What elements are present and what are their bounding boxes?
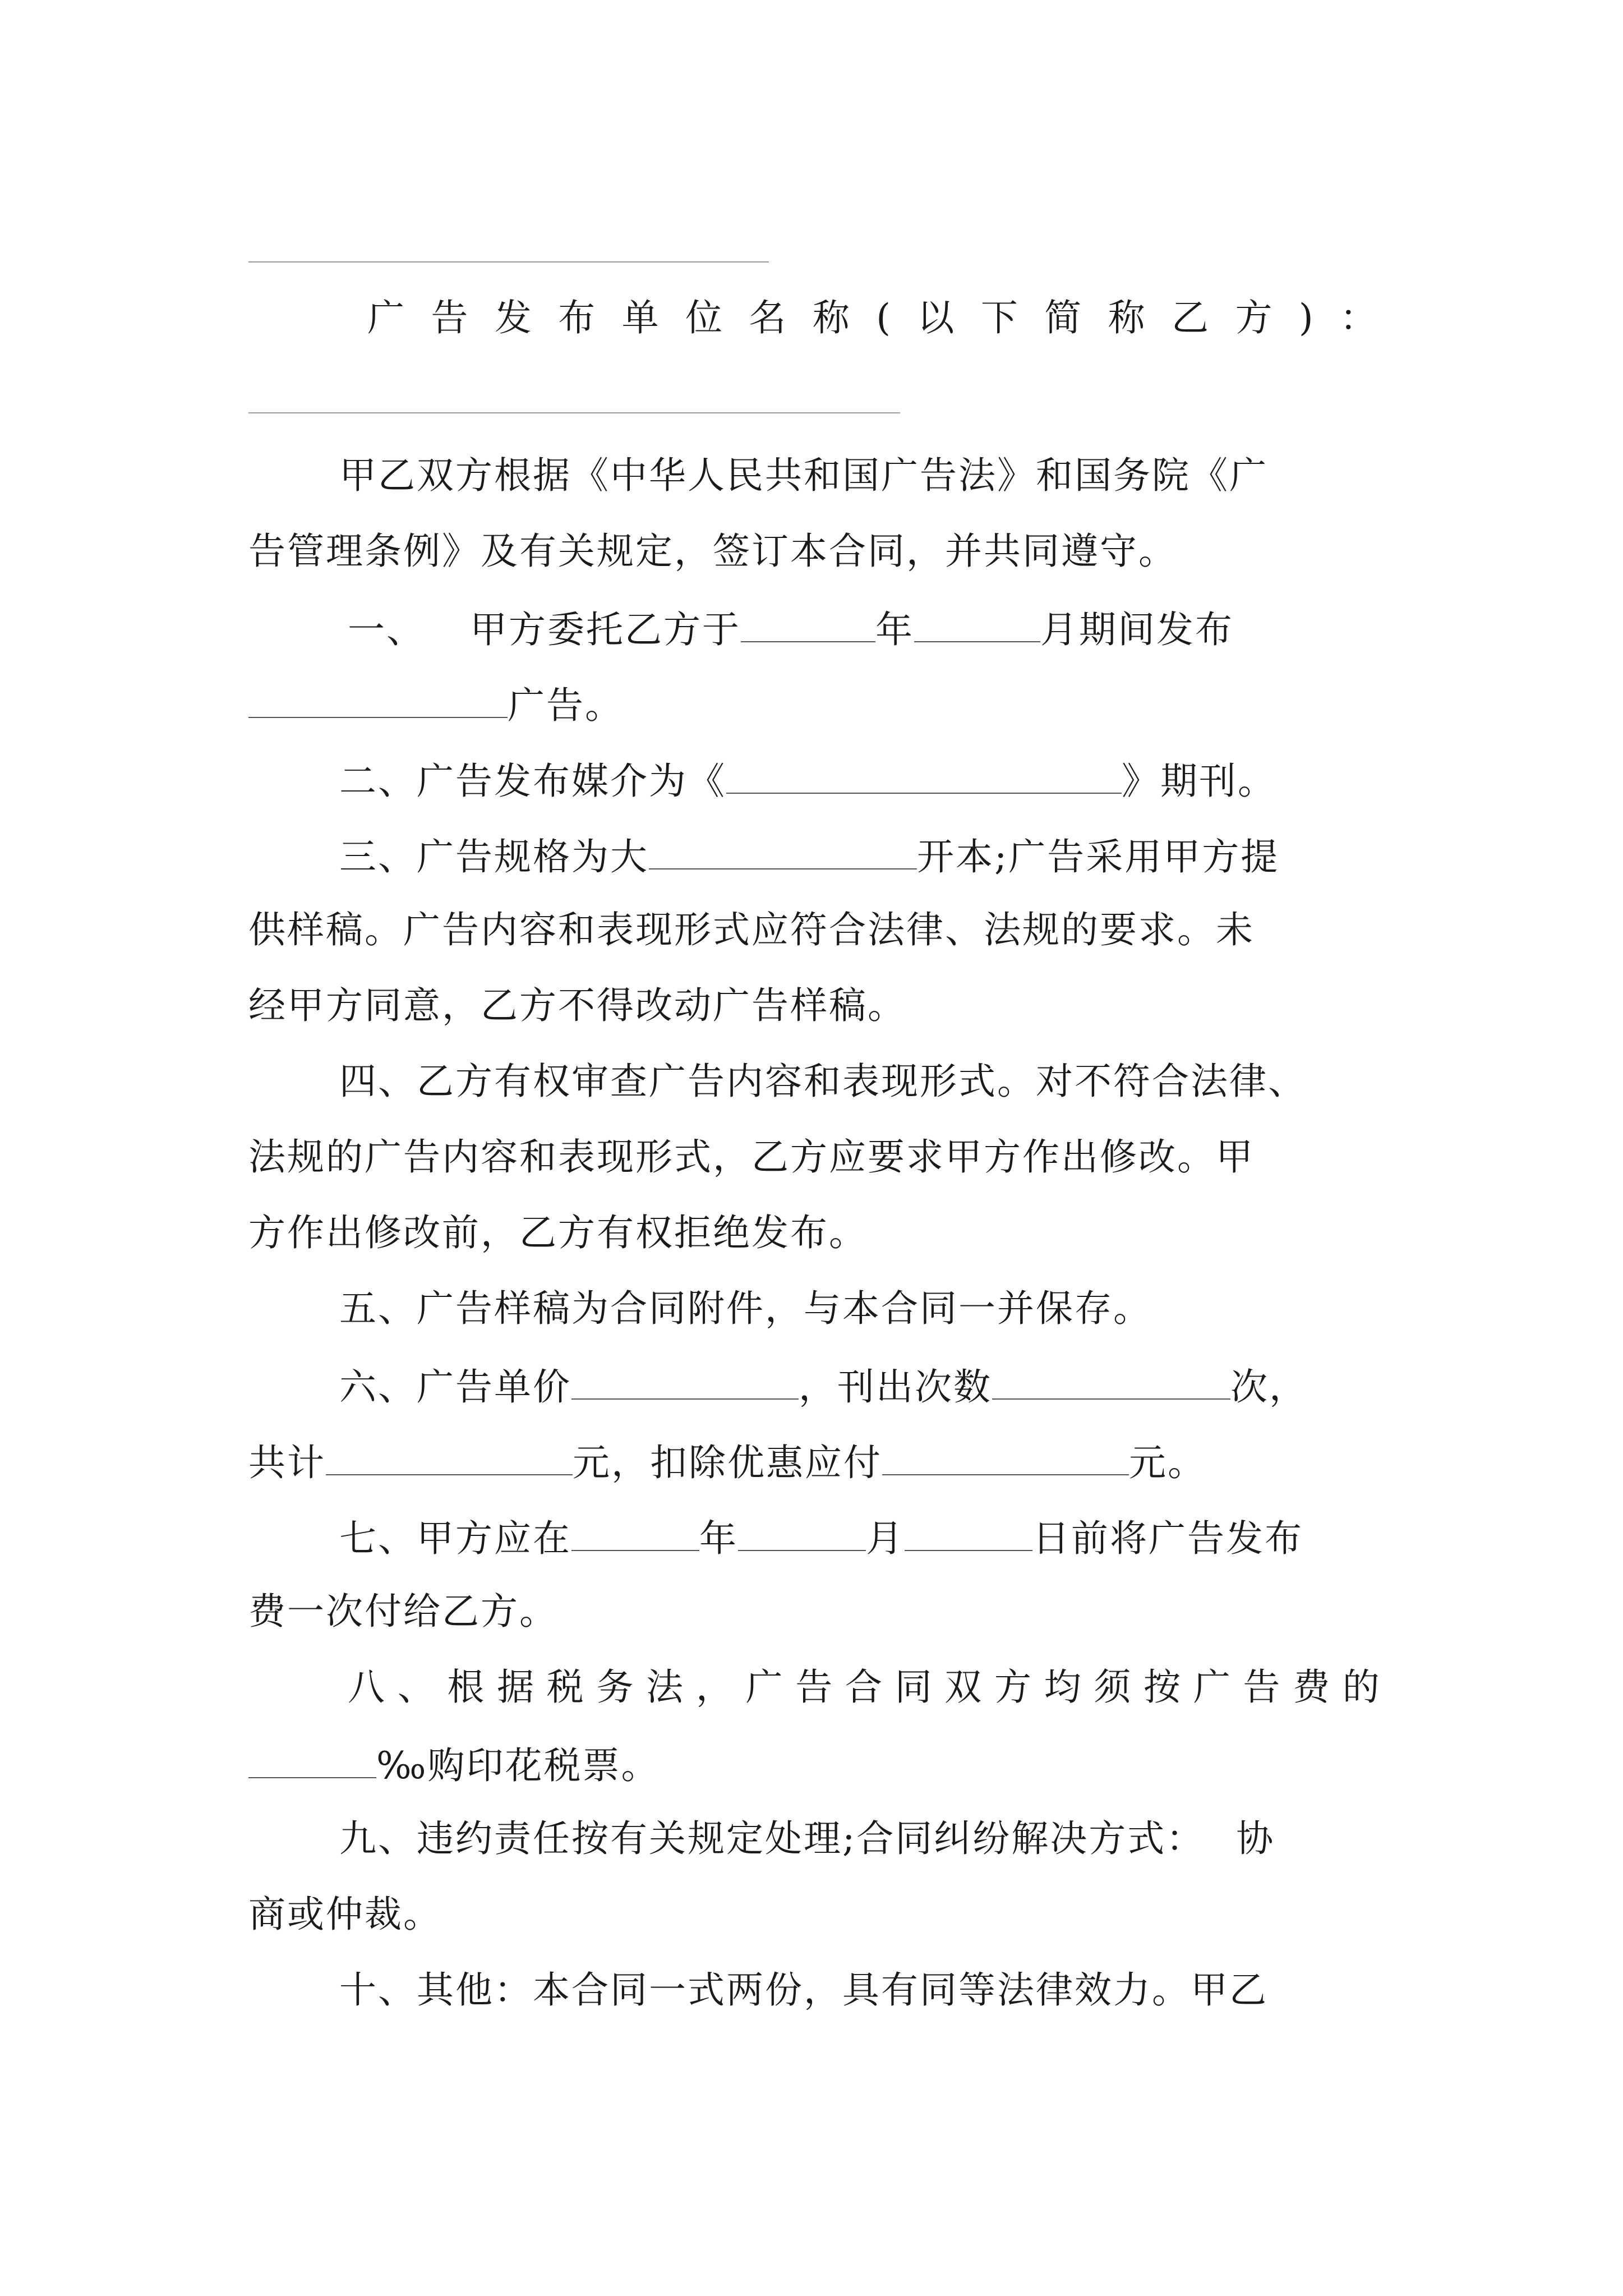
clause-8-line-1-char: 的 [1342,1665,1380,1709]
party-b-label-char: 名 [749,296,786,339]
clause-10-line-1: 十、其他：本合同一式两份，具有同等法律效力。甲乙 [339,1968,1268,2012]
clause-7-text-b: 日前将广告发布 [1032,1517,1303,1560]
clause-8-line-1-char: 双 [944,1665,982,1709]
clause-9-text-b: 协 [1236,1817,1275,1860]
party-a-name-blank [248,261,769,263]
clause-7-year-blank [571,1517,699,1551]
clause-8-line-1-char: 按 [1144,1665,1181,1709]
clause-8-line-1-char: 、 [397,1665,435,1709]
clause-8-line-2 [248,1744,660,1787]
clause-6-text-b: ，刊出次数 [799,1365,992,1409]
clause-1-line-1 [348,608,1234,651]
clause-1-tail: 广告。 [508,684,624,727]
party-b-label [367,296,1377,339]
clause-7-year: 年 [699,1517,738,1560]
clause-6-text-d: 共计 [248,1441,326,1484]
clause-9-line-1 [339,1817,1275,1860]
clause-6-line-2 [248,1441,1206,1484]
clause-3-text-b: 开本;广告采用甲方提 [917,835,1280,878]
clause-1-month-blank [914,609,1040,642]
clause-8-line-1-char: 八 [348,1665,385,1709]
clause-8-rate-blank [248,1745,376,1778]
party-b-label-char: 乙 [1172,296,1209,339]
clause-8-line-2-text: ‰购印花税票。 [376,1744,660,1787]
clause-1-year: 年 [875,608,914,651]
clause-8-line-1-char: 据 [497,1665,534,1709]
clause-2-media-blank [726,760,1122,794]
party-b-label-char: 位 [685,296,723,339]
clause-7-month-blank [738,1517,866,1551]
clause-6-price-blank [571,1366,799,1400]
clause-8-line-1-char: 告 [1243,1665,1280,1709]
clause-8-line-1-char: 税 [546,1665,584,1709]
clause-6-payable-blank [882,1442,1129,1475]
clause-8-line-1-char: 法 [646,1665,684,1709]
party-b-label-char: ( [876,296,891,339]
clause-3-text-a: 三、广告规格为大 [339,835,649,878]
party-b-label-char: 广 [367,296,404,339]
intro-line-2: 告管理条例》及有关规定，签订本合同，并共同遵守。 [248,530,1177,573]
clause-6-text-e: 元，扣除优惠应付 [573,1441,882,1484]
clause-3-line-2: 供样稿。广告内容和表现形式应符合法律、法规的要求。未 [248,908,1255,951]
clause-8-line-1-char: 广 [1193,1665,1230,1709]
clause-5-line-1: 五、广告样稿为合同附件，与本合同一并保存。 [339,1287,1152,1330]
party-b-label-char: 布 [558,296,596,339]
clause-8-line-1-char: 须 [1094,1665,1131,1709]
intro-line-1: 甲乙双方根据《中华人民共和国广告法》和国务院《广 [339,454,1268,497]
clause-6-line-1 [339,1365,1308,1409]
party-b-label-char: 称 [1108,296,1145,339]
clause-8-line-1-char: 务 [596,1665,634,1709]
party-b-label-char: 简 [1044,296,1082,339]
clause-8-line-1-char: 费 [1293,1665,1330,1709]
party-b-label-char: 单 [621,296,659,339]
party-b-name-blank [248,412,900,413]
clause-2-text-b: 》期刊。 [1122,760,1276,803]
clause-7-month: 月 [866,1517,905,1560]
clause-8-line-1-char: 广 [745,1665,783,1709]
clause-4-line-3: 方作出修改前，乙方有权拒绝发布。 [248,1211,868,1254]
party-b-label-char: 方 [1235,296,1272,339]
clause-1-year-blank [741,609,875,642]
party-b-label-char: ： [1340,296,1377,339]
clause-6-text-a: 六、广告单价 [339,1365,571,1409]
clause-8-line-1-char: 方 [994,1665,1031,1709]
party-b-label-char: 发 [494,296,532,339]
clause-2-text-a: 二、广告发布媒介为《 [339,760,726,803]
clause-7-text-a: 七、甲方应在 [339,1517,571,1560]
clause-6-times-blank [992,1366,1230,1400]
clause-1-ad-blank [248,684,508,718]
clause-6-total-blank [326,1442,573,1475]
clause-3-line-3: 经甲方同意，乙方不得改动广告样稿。 [248,984,906,1027]
clause-8-line-1 [348,1665,1380,1709]
clause-8-line-1-char: 均 [1044,1665,1081,1709]
party-b-label-char: ) [1298,296,1313,339]
clause-4-line-1: 四、乙方有权审查广告内容和表现形式。对不符合法律、 [339,1060,1307,1103]
clause-2-line-1 [339,760,1276,803]
party-b-label-char: 以 [917,296,955,339]
clause-7-line-2: 费一次付给乙方。 [248,1590,558,1633]
clause-8-line-1-char: 告 [795,1665,833,1709]
clause-1-text-a: 甲方委托乙方于 [470,608,741,651]
clause-8-line-1-char: 合 [845,1665,882,1709]
clause-6-text-f: 元。 [1129,1441,1206,1484]
clause-4-line-2: 法规的广告内容和表现形式，乙方应要求甲方作出修改。甲 [248,1135,1255,1179]
clause-6-text-c: 次， [1230,1365,1308,1409]
clause-7-line-1 [339,1517,1303,1560]
clause-9-text-a: 九、违约责任按有关规定处理;合同纠纷解决方式： [339,1817,1205,1860]
clause-1-line-2 [248,684,624,727]
party-b-label-char: 称 [812,296,850,339]
clause-8-line-1-char: 同 [895,1665,932,1709]
clause-8-line-1-char: 根 [447,1665,485,1709]
clause-3-size-blank [649,836,917,869]
clause-1-text-b: 月期间发布 [1040,608,1234,651]
party-b-label-char: 下 [980,296,1018,339]
clause-1-number: 一、 [348,608,425,651]
clause-3-line-1 [339,836,1279,876]
clause-9-line-2: 商或仲裁。 [248,1893,442,1936]
party-b-label-char: 告 [431,296,468,339]
clause-8-line-1-char: ， [695,1665,733,1709]
clause-7-day-blank [905,1517,1032,1551]
